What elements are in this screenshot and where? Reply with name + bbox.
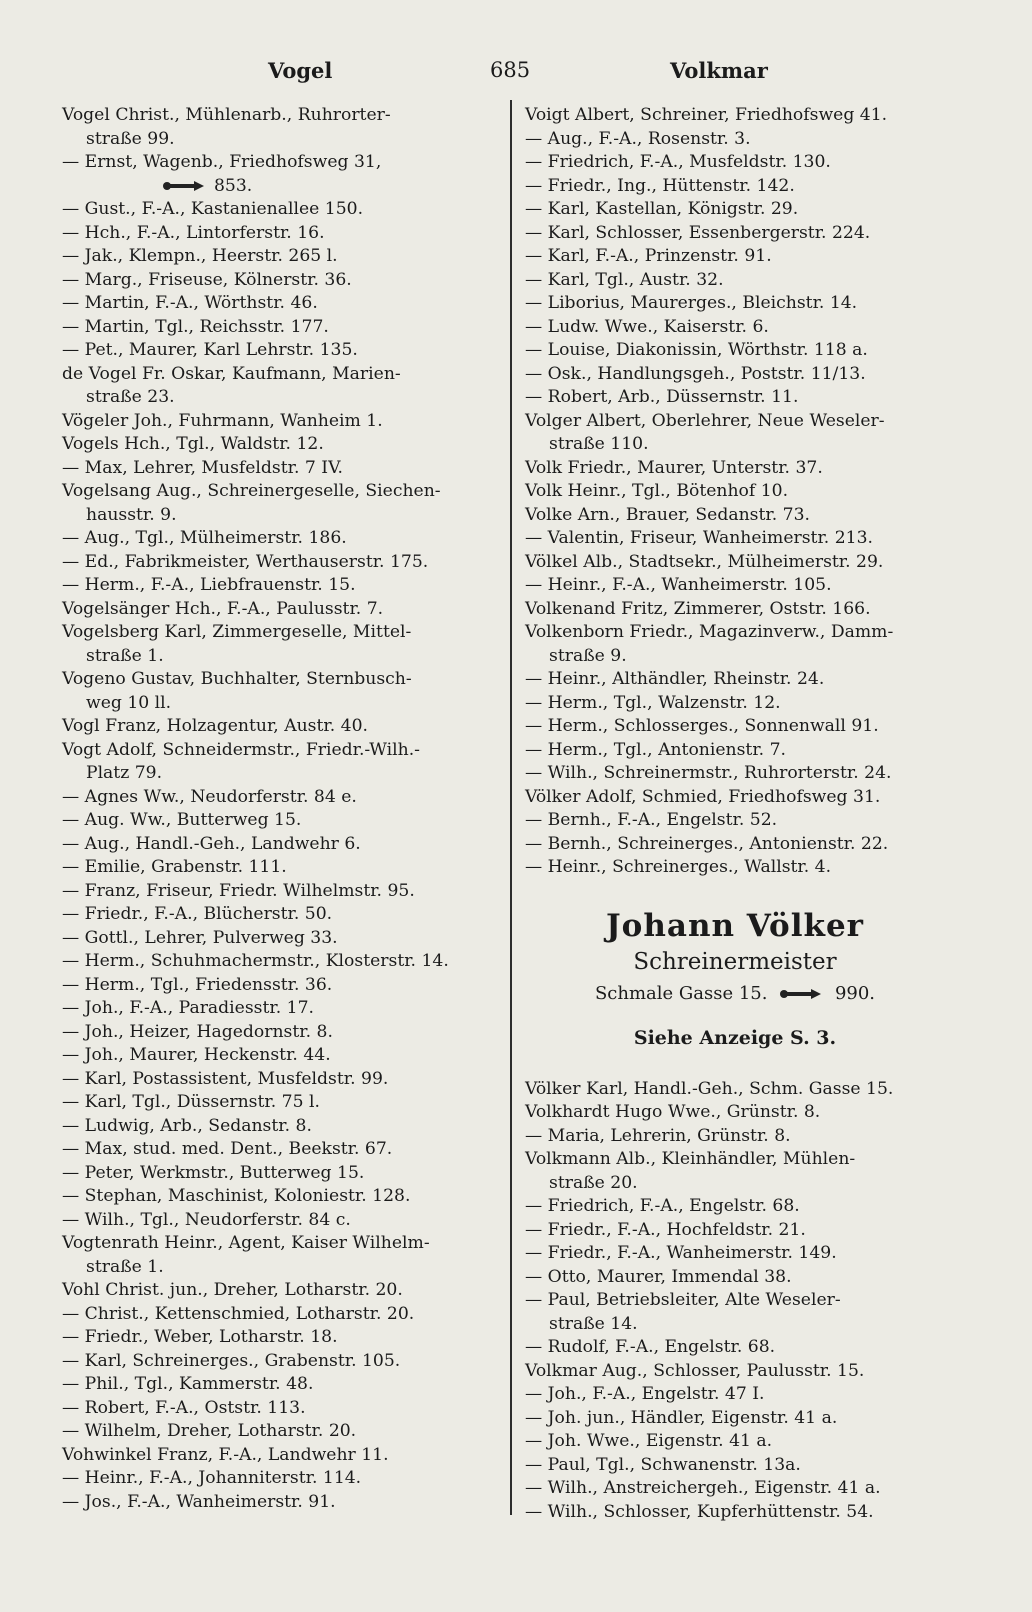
entry-continuation: hausstr. 9. (86, 504, 177, 525)
entry-text: Völker Adolf, Schmied, Friedhofsweg 31. (525, 786, 881, 807)
running-head (60, 58, 960, 88)
entry-text: — Karl, Kastellan, Königstr. 29. (525, 199, 799, 219)
entry-text: — Karl, Schlosser, Essenbergerstr. 224. (525, 222, 871, 243)
directory-entry (62, 363, 494, 410)
entry-text: — Gust., F.-A., Kastanienallee 150. (62, 199, 364, 219)
directory-entry (62, 480, 494, 527)
directory-entry (62, 1491, 494, 1515)
header-right-word: Volkmar (670, 58, 768, 83)
entry-text: — Joh., Maurer, Heckenstr. 44. (62, 1045, 331, 1065)
entry-text: — Wilh., Anstreichergeh., Eigenstr. 41 a. (525, 1478, 881, 1498)
entry-text: — Martin, F.-A., Wörthstr. 46. (62, 293, 318, 313)
directory-entry (525, 856, 945, 880)
entry-text: — Maria, Lehrerin, Grünstr. 8. (525, 1125, 791, 1146)
entry-text: — Herm., F.-A., Liebfrauenstr. 15. (62, 575, 356, 595)
entry-text: — Friedr., Ing., Hüttenstr. 142. (525, 175, 795, 196)
directory-entry (525, 1195, 945, 1219)
directory-entry (525, 1383, 945, 1407)
advertisement (525, 906, 945, 1060)
directory-entry (525, 692, 945, 716)
entry-phone-number: 853. (214, 175, 253, 196)
directory-entry (525, 1101, 945, 1125)
directory-entry (62, 950, 494, 974)
directory-entry (62, 1138, 494, 1162)
entry-text: de Vogel Fr. Oskar, Kaufmann, Marien- (62, 363, 401, 384)
entry-text: — Karl, F.-A., Prinzenstr. 91. (525, 246, 772, 266)
entry-text: Volkenborn Friedr., Magazinverw., Damm- (525, 622, 894, 642)
entry-continuation: straße 1. (86, 1256, 164, 1277)
entry-text: Vogels Hch., Tgl., Waldstr. 12. (62, 434, 324, 454)
directory-entry (525, 715, 945, 739)
directory-entry (62, 1021, 494, 1045)
entry-text: — Gottl., Lehrer, Pulverweg 33. (62, 927, 338, 948)
directory-entry (525, 1242, 945, 1266)
directory-entry (62, 551, 494, 575)
entry-text: — Karl, Tgl., Düssernstr. 75 l. (62, 1092, 320, 1112)
directory-entry (525, 339, 945, 363)
entry-text: Vohwinkel Franz, F.-A., Landwehr 11. (62, 1444, 389, 1465)
entry-text: — Robert, F.-A., Oststr. 113. (62, 1397, 306, 1418)
ad-title: Schreinermeister (633, 948, 837, 975)
directory-entry (525, 1078, 945, 1102)
entry-text: — Wilhelm, Dreher, Lotharstr. 20. (62, 1421, 357, 1441)
directory-entry (62, 151, 494, 198)
entry-text: — Franz, Friseur, Friedr. Wilhelmstr. 95. (62, 880, 415, 901)
directory-entry (525, 833, 945, 857)
entry-text: — Joh., Heizer, Hagedornstr. 8. (62, 1021, 333, 1042)
entry-text: Volk Heinr., Tgl., Bötenhof 10. (525, 481, 789, 501)
entry-text: — Heinr., F.-A., Johanniterstr. 114. (62, 1468, 362, 1488)
entry-text: — Heinr., F.-A., Wanheimerstr. 105. (525, 575, 832, 595)
entry-text: Volkmar Aug., Schlosser, Paulusstr. 15. (525, 1360, 865, 1381)
directory-entry (525, 1477, 945, 1501)
entry-text: — Karl, Tgl., Austr. 32. (525, 269, 724, 290)
directory-entry (525, 175, 945, 199)
entry-text: — Wilh., Schlosser, Kupferhüttenstr. 54. (525, 1501, 874, 1522)
directory-entry (525, 1360, 945, 1384)
directory-entry (62, 269, 494, 293)
entry-text: — Friedr., F.-A., Hochfeldstr. 21. (525, 1219, 806, 1240)
entry-text: Volger Albert, Oberlehrer, Neue Weseler- (525, 410, 885, 431)
directory-entry (62, 927, 494, 951)
entry-text: — Wilh., Tgl., Neudorferstr. 84 c. (62, 1209, 351, 1230)
directory-entry (525, 363, 945, 387)
right-column-bottom (525, 1078, 945, 1525)
directory-entry (62, 316, 494, 340)
directory-entry (62, 1044, 494, 1068)
directory-entry (525, 410, 945, 457)
directory-entry (62, 1303, 494, 1327)
entry-text: — Herm., Schuhmachermstr., Klosterstr. 14. (62, 951, 449, 971)
directory-entry (525, 762, 945, 786)
entry-text: Vogl Franz, Holzagentur, Austr. 40. (62, 716, 368, 736)
directory-entry (62, 1397, 494, 1421)
directory-entry (62, 433, 494, 457)
ad-address: Schmale Gasse 15. (594, 982, 768, 1004)
ad-phone: 990. (834, 982, 876, 1004)
entry-text: — Ludw. Wwe., Kaiserstr. 6. (525, 316, 769, 337)
entry-text: — Herm., Tgl., Antonienstr. 7. (525, 739, 786, 760)
entry-text: — Louise, Diakonissin, Wörthstr. 118 a. (525, 340, 868, 360)
entry-continuation: straße 20. (549, 1172, 638, 1193)
directory-entry (525, 292, 945, 316)
directory-entry (525, 386, 945, 410)
directory-entry (62, 974, 494, 998)
entry-text: Vogt Adolf, Schneidermstr., Friedr.-Wilh.- (62, 739, 420, 760)
directory-entry (525, 269, 945, 293)
entry-text: — Max, stud. med. Dent., Beekstr. 67. (62, 1139, 393, 1159)
right-column-top (525, 104, 945, 880)
entry-text: — Friedrich, F.-A., Musfeldstr. 130. (525, 152, 831, 172)
entry-text: — Jos., F.-A., Wanheimerstr. 91. (62, 1491, 336, 1512)
directory-entry (525, 222, 945, 246)
entry-text: — Paul, Betriebsleiter, Alte Weseler- (525, 1290, 841, 1310)
entry-text: — Otto, Maurer, Immendal 38. (525, 1266, 792, 1287)
directory-entry (525, 457, 945, 481)
entry-text: Volkhardt Hugo Wwe., Grünstr. 8. (525, 1102, 821, 1122)
entry-text: — Marg., Friseuse, Kölnerstr. 36. (62, 269, 352, 290)
directory-entry (525, 1289, 945, 1336)
entry-text: — Valentin, Friseur, Wanheimerstr. 213. (525, 528, 873, 548)
directory-entry (62, 1185, 494, 1209)
entry-text: — Bernh., Schreinerges., Antonienstr. 22. (525, 833, 889, 854)
directory-entry (525, 316, 945, 340)
ad-reference: Siehe Anzeige S. 3. (633, 1026, 837, 1049)
directory-entry (62, 1232, 494, 1279)
ad-address-line (525, 978, 945, 1010)
entry-text: — Wilh., Schreinermstr., Ruhrorterstr. 24. (525, 763, 892, 783)
entry-text: Volkmann Alb., Kleinhändler, Mühlen- (525, 1149, 856, 1169)
directory-entry (62, 997, 494, 1021)
entry-continuation: straße 99. (86, 128, 175, 149)
entry-text: Vogelsänger Hch., F.-A., Paulusstr. 7. (62, 598, 384, 619)
directory-entry (62, 222, 494, 246)
entry-continuation: weg 10 ll. (86, 692, 172, 713)
directory-entry (62, 786, 494, 810)
entry-text: Vogelsberg Karl, Zimmergeselle, Mittel- (62, 622, 412, 642)
directory-entry (62, 245, 494, 269)
entry-text: — Robert, Arb., Düssernstr. 11. (525, 387, 799, 407)
entry-text: Volkenand Fritz, Zimmerer, Oststr. 166. (525, 598, 871, 619)
directory-entry (525, 574, 945, 598)
entry-text: Vögeler Joh., Fuhrmann, Wanheim 1. (62, 410, 383, 431)
directory-entry (525, 480, 945, 504)
entry-text: — Herm., Tgl., Walzenstr. 12. (525, 692, 781, 713)
entry-text: — Heinr., Althändler, Rheinstr. 24. (525, 669, 825, 689)
directory-entry (62, 1279, 494, 1303)
directory-entry (62, 809, 494, 833)
entry-text: — Bernh., F.-A., Engelstr. 52. (525, 810, 778, 830)
entry-text: — Joh., F.-A., Paradiesstr. 17. (62, 998, 314, 1018)
entry-text: — Martin, Tgl., Reichsstr. 177. (62, 316, 329, 337)
entry-continuation: straße 1. (86, 645, 164, 666)
right-column (525, 104, 945, 1524)
entry-text: Vogelsang Aug., Schreinergeselle, Siechen- (62, 481, 441, 501)
entry-text: — Herm., Schlosserges., Sonnenwall 91. (525, 716, 879, 736)
entry-text: — Emilie, Grabenstr. 111. (62, 857, 287, 877)
directory-entry (525, 1336, 945, 1360)
directory-entry (525, 809, 945, 833)
directory-entry (525, 151, 945, 175)
entry-text: Völker Karl, Handl.-Geh., Schm. Gasse 15. (525, 1078, 894, 1099)
telephone-icon (162, 180, 206, 192)
entry-text: — Liborius, Maurerges., Bleichstr. 14. (525, 293, 858, 313)
entry-text: — Pet., Maurer, Karl Lehrstr. 135. (62, 340, 358, 360)
directory-entry (525, 1219, 945, 1243)
entry-continuation: straße 110. (549, 434, 649, 454)
entry-text: — Friedr., F.-A., Blücherstr. 50. (62, 904, 333, 924)
directory-entry (525, 527, 945, 551)
directory-entry (525, 551, 945, 575)
directory-entry (62, 668, 494, 715)
directory-entry (525, 1430, 945, 1454)
entry-phone-line (62, 175, 494, 199)
directory-entry (62, 457, 494, 481)
entry-text: — Paul, Tgl., Schwanenstr. 13a. (525, 1454, 801, 1475)
telephone-icon (779, 988, 823, 1000)
entry-text: Volke Arn., Brauer, Sedanstr. 73. (525, 504, 810, 525)
entry-text: — Heinr., Schreinerges., Wallstr. 4. (525, 857, 832, 877)
entry-text: — Rudolf, F.-A., Engelstr. 68. (525, 1337, 776, 1357)
directory-entry (525, 621, 945, 668)
directory-entry (525, 504, 945, 528)
directory-entry (62, 574, 494, 598)
entry-text: — Peter, Werkmstr., Butterweg 15. (62, 1162, 365, 1183)
entry-text: Vogel Christ., Mühlenarb., Ruhrorter- (62, 105, 391, 125)
directory-entry (525, 786, 945, 810)
entry-continuation: straße 14. (549, 1313, 638, 1334)
directory-entry (525, 668, 945, 692)
entry-text: Voigt Albert, Schreiner, Friedhofsweg 41. (525, 105, 888, 125)
directory-entry (525, 739, 945, 763)
directory-entry (62, 739, 494, 786)
directory-entry (62, 880, 494, 904)
entry-continuation: straße 23. (86, 387, 175, 407)
directory-entry (525, 128, 945, 152)
entry-text: — Herm., Tgl., Friedensstr. 36. (62, 974, 333, 995)
directory-entry (62, 1444, 494, 1468)
directory-entry (62, 903, 494, 927)
entry-text: — Friedr., F.-A., Wanheimerstr. 149. (525, 1243, 837, 1263)
directory-entry (62, 339, 494, 363)
directory-entry (62, 198, 494, 222)
directory-entry (525, 1148, 945, 1195)
directory-entry (62, 1350, 494, 1374)
entry-continuation: straße 9. (549, 645, 627, 666)
entry-continuation: Platz 79. (86, 763, 163, 783)
directory-entry (62, 598, 494, 622)
directory-entry (525, 1501, 945, 1525)
directory-entry (62, 1420, 494, 1444)
directory-entry (62, 1162, 494, 1186)
left-column (62, 104, 494, 1514)
directory-entry (62, 856, 494, 880)
directory-entry (525, 198, 945, 222)
directory-entry (525, 1125, 945, 1149)
ad-name: Johann Völker (605, 907, 865, 944)
entry-text: — Ludwig, Arb., Sedanstr. 8. (62, 1115, 312, 1136)
header-left-word: Vogel (268, 58, 333, 83)
directory-entry (62, 1091, 494, 1115)
entry-text: — Aug., Tgl., Mülheimerstr. 186. (62, 528, 347, 548)
page-number: 685 (490, 58, 531, 82)
entry-text: Volk Friedr., Maurer, Unterstr. 37. (525, 457, 823, 478)
entry-text: — Christ., Kettenschmied, Lotharstr. 20. (62, 1303, 415, 1324)
directory-entry (62, 1467, 494, 1491)
entry-text: — Karl, Postassistent, Musfeldstr. 99. (62, 1068, 389, 1089)
directory-entry (525, 104, 945, 128)
directory-entry (525, 1407, 945, 1431)
column-divider (510, 100, 512, 1515)
entry-text: — Agnes Ww., Neudorferstr. 84 e. (62, 786, 357, 807)
entry-text: — Max, Lehrer, Musfeldstr. 7 IV. (62, 457, 343, 478)
entry-text: — Ed., Fabrikmeister, Werthauserstr. 175. (62, 551, 429, 572)
entry-text: Völkel Alb., Stadtsekr., Mülheimerstr. 29. (525, 551, 884, 572)
entry-text: — Aug., F.-A., Rosenstr. 3. (525, 128, 751, 149)
entry-text: — Joh. Wwe., Eigenstr. 41 a. (525, 1431, 773, 1451)
directory-entry (525, 598, 945, 622)
entry-text: — Stephan, Maschinist, Koloniestr. 128. (62, 1186, 411, 1206)
entry-text: — Osk., Handlungsgeh., Poststr. 11/13. (525, 363, 866, 384)
entry-text: — Joh., F.-A., Engelstr. 47 I. (525, 1384, 765, 1404)
directory-entry (525, 245, 945, 269)
entry-text: — Karl, Schreinerges., Grabenstr. 105. (62, 1350, 401, 1371)
directory-entry (62, 715, 494, 739)
directory-entry (62, 833, 494, 857)
directory-entry (62, 292, 494, 316)
entry-text: — Jak., Klempn., Heerstr. 265 l. (62, 246, 338, 266)
entry-text: — Phil., Tgl., Kammerstr. 48. (62, 1374, 314, 1394)
entry-text: — Friedrich, F.-A., Engelstr. 68. (525, 1196, 800, 1216)
directory-entry (62, 1373, 494, 1397)
entry-text: — Hch., F.-A., Lintorferstr. 16. (62, 222, 325, 243)
entry-text: — Friedr., Weber, Lotharstr. 18. (62, 1327, 338, 1347)
directory-entry (62, 621, 494, 668)
entry-text: Vohl Christ. jun., Dreher, Lotharstr. 20. (62, 1280, 403, 1300)
entry-text: Vogeno Gustav, Buchhalter, Sternbusch- (62, 669, 412, 689)
entry-text: — Aug. Ww., Butterweg 15. (62, 810, 302, 830)
entry-text: — Aug., Handl.-Geh., Landwehr 6. (62, 833, 361, 854)
entry-text: — Ernst, Wagenb., Friedhofsweg 31, (62, 152, 382, 172)
directory-entry (62, 104, 494, 151)
entry-text: — Joh. jun., Händler, Eigenstr. 41 a. (525, 1407, 838, 1428)
directory-entry (525, 1266, 945, 1290)
entry-text: Vogtenrath Heinr., Agent, Kaiser Wilhelm- (62, 1233, 430, 1253)
directory-entry (62, 410, 494, 434)
directory-entry (62, 527, 494, 551)
directory-entry (62, 1115, 494, 1139)
directory-entry (62, 1326, 494, 1350)
directory-entry (62, 1068, 494, 1092)
directory-entry (62, 1209, 494, 1233)
directory-entry (525, 1454, 945, 1478)
